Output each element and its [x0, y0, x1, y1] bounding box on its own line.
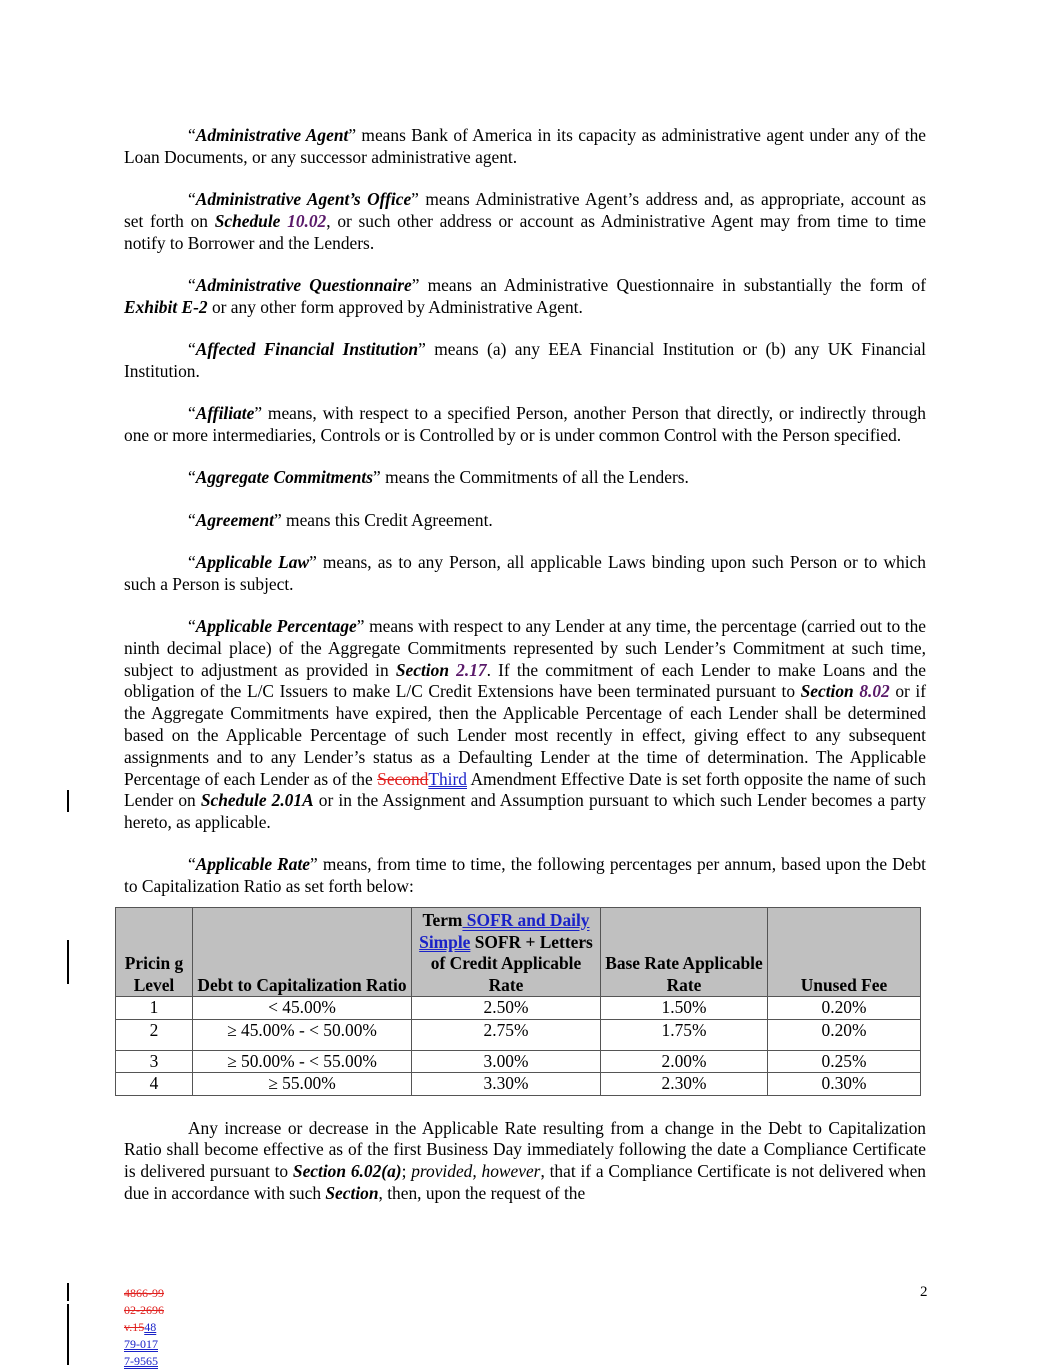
- header-base-rate: Base Rate Applicable Rate: [601, 908, 768, 997]
- defined-term: Affiliate: [195, 403, 255, 424]
- cell-sofr: 3.00%: [412, 1050, 601, 1073]
- change-bar: [67, 1283, 69, 1301]
- change-bar: [67, 790, 69, 812]
- defined-term: Applicable Rate: [195, 854, 311, 875]
- defined-term: Affected Financial Institution: [195, 339, 419, 360]
- cell-level: 1: [116, 997, 193, 1020]
- cross-reference[interactable]: Section: [325, 1182, 379, 1203]
- document-page: [124, 125, 926, 1225]
- cross-reference[interactable]: Section 8.02: [800, 681, 890, 702]
- defined-term: Administrative Questionnaire: [195, 274, 412, 295]
- page-number: 2: [920, 1284, 928, 1300]
- cell-unused: 0.30%: [768, 1073, 921, 1096]
- tracked-insertion: 7-9565: [124, 1354, 158, 1368]
- cell-ratio: < 45.00%: [193, 997, 412, 1020]
- definition-administrative-agent: “Administrative Agent” means Bank of America in its capacity as administrative agent under any of the Loan Documents, or any successor administrative agent.: [124, 125, 926, 167]
- cell-unused: 0.25%: [768, 1050, 921, 1073]
- cell-base: 2.00%: [601, 1050, 768, 1073]
- table-row: [116, 997, 921, 1020]
- cell-base: 2.30%: [601, 1073, 768, 1096]
- cell-unused: 0.20%: [768, 997, 921, 1020]
- defined-term: Aggregate Commitments: [195, 467, 374, 488]
- document-id-footer: [124, 1285, 164, 1370]
- cell-level: 2: [116, 1019, 193, 1050]
- cell-level: 3: [116, 1050, 193, 1073]
- definition-applicable-law: “Applicable Law” means, as to any Person, all applicable Laws binding upon such Person or to which such a Person is subject.: [124, 551, 926, 594]
- definition-agreement: “Agreement” means this Credit Agreement.: [188, 509, 493, 530]
- cell-ratio: ≥ 45.00% - < 50.00%: [193, 1019, 412, 1050]
- tracked-insertion: SOFR and Daily Simple: [419, 910, 590, 952]
- cell-sofr: 2.50%: [412, 997, 601, 1020]
- definition-administrative-agents-office: “Administrative Agent’s Office” means Administrative Agent’s address and, as appropriate, account as set forth on Schedule 10.02, or such other address or account as Administrative Agent may from time to time notify to Borrower and the Lenders.: [124, 189, 927, 253]
- tracked-deletion: v.15: [124, 1320, 145, 1334]
- tracked-deletion: 4866-99: [124, 1286, 164, 1300]
- header-unused-fee: Unused Fee: [768, 908, 921, 997]
- cell-level: 4: [116, 1073, 193, 1096]
- table-header-row: [116, 908, 921, 997]
- table-row: [116, 1073, 921, 1096]
- header-sofr-rate: Term SOFR and Daily Simple SOFR + Letters of Credit Applicable Rate: [412, 908, 601, 997]
- tracked-deletion: Second: [377, 768, 429, 789]
- cell-ratio: ≥ 55.00%: [193, 1073, 412, 1096]
- header-pricing-level: Pricin g Level: [116, 908, 193, 997]
- cross-reference[interactable]: Section 6.02(a): [292, 1161, 402, 1182]
- definition-affiliate: “Affiliate” means, with respect to a specified Person, another Person that directly, or indirectly through one or more intermediaries, Controls or is Controlled by or is under common Control with the Person specified.: [124, 403, 926, 445]
- change-bar: [67, 1304, 69, 1365]
- cell-ratio: ≥ 50.00% - < 55.00%: [193, 1050, 412, 1073]
- cross-reference[interactable]: Schedule 10.02: [214, 210, 327, 231]
- table-row: [116, 1050, 921, 1073]
- tracked-insertion: Third: [428, 768, 467, 789]
- definition-affected-financial-institution: “Affected Financial Institution” means (a) any EEA Financial Institution or (b) any UK Financial Institution.: [124, 339, 926, 381]
- cell-unused: 0.20%: [768, 1019, 921, 1050]
- tracked-insertion: 79-017: [124, 1337, 158, 1351]
- cell-sofr: 3.30%: [412, 1073, 601, 1096]
- cell-base: 1.50%: [601, 997, 768, 1020]
- cell-sofr: 2.75%: [412, 1019, 601, 1050]
- cross-reference[interactable]: Exhibit E-2: [124, 296, 208, 317]
- cross-reference[interactable]: Schedule 2.01A: [200, 790, 314, 811]
- defined-term: Applicable Percentage: [195, 615, 357, 636]
- definition-aggregate-commitments: “Aggregate Commitments” means the Commitments of all the Lenders.: [188, 467, 689, 488]
- change-bar: [67, 940, 69, 984]
- definition-administrative-questionnaire: “Administrative Questionnaire” means an Administrative Questionnaire in substantially the form of Exhibit E-2 or any other form approved by Administrative Agent.: [124, 274, 926, 317]
- definition-applicable-percentage: “Applicable Percentage” means with respect to any Lender at any time, the percentage (carried out to the ninth decimal place) of the Aggregate Commitments represented by such Lender’s Commitment at such time, subject to adjustment as provided in Section 2.17. If the commitment of each Lender to make Loans and the obligation of the L/C Issuers to make L/C Credit Extensions have been terminated pursuant to Section 8.02 or if the Aggregate Commitments have expired, then the Applicable Percentage of each Lender shall be determined based on the Applicable Percentage of such Lender most recently in effect, giving effect to any subsequent assignments and to any Lender’s status as a Defaulting Lender at the time of determination. The Applicable Percentage of each Lender as of the SecondThird Amendment Effective Date is set forth opposite the name of such Lender on Schedule 2.01A or in the Assignment and Assumption pursuant to which such Lender becomes a party hereto, as applicable.: [124, 615, 926, 833]
- defined-term: Administrative Agent: [195, 125, 349, 145]
- table-row: [116, 1019, 921, 1050]
- tracked-insertion: 48: [144, 1320, 157, 1334]
- applicable-rate-adjustment-paragraph: Any increase or decrease in the Applicable Rate resulting from a change in the Debt to Capitalization Ratio shall become effective as of the first Business Day immediately following the date a Compliance Certificate is delivered pursuant to Section 6.02(a); provided, however, that if a Compliance Certificate is not delivered when due in accordance with such Section, then, upon the request of the: [124, 1117, 926, 1203]
- defined-term: Administrative Agent’s Office: [195, 189, 412, 210]
- cell-base: 1.75%: [601, 1019, 768, 1050]
- header-debt-ratio: Debt to Capitalization Ratio: [193, 908, 412, 997]
- defined-term: Agreement: [195, 509, 274, 530]
- tracked-deletion: 02-2696: [124, 1303, 164, 1317]
- applicable-rate-table: [115, 907, 921, 1096]
- cross-reference[interactable]: Section 2.17: [395, 659, 487, 680]
- defined-term: Applicable Law: [195, 551, 310, 572]
- proviso: provided, however: [411, 1161, 541, 1182]
- definition-applicable-rate: “Applicable Rate” means, from time to time, the following percentages per annum, based upon the Debt to Capitalization Ratio as set forth below:: [124, 854, 926, 897]
